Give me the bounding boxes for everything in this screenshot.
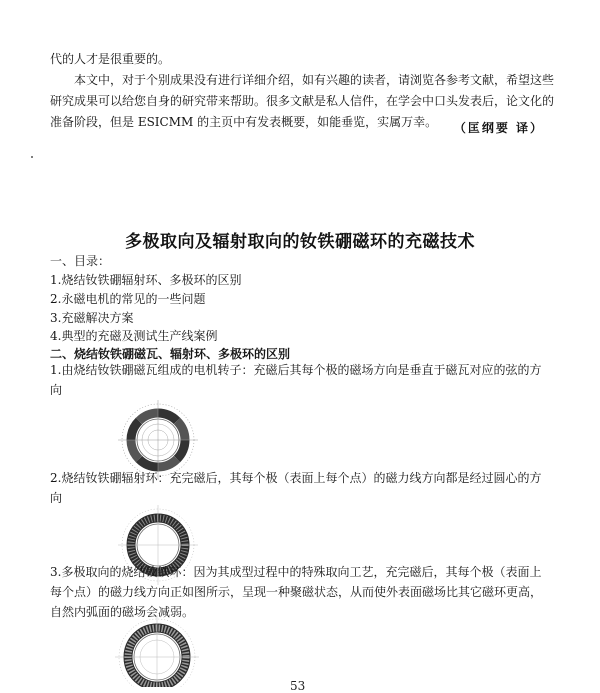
item-1-text: 1.由烧结钕铁硼磁瓦组成的电机转子：充磁后其每个极的磁场方向是垂直于磁瓦对应的弦的方向 [50, 363, 542, 397]
article-title: 多极取向及辐射取向的钕铁硼磁环的充磁技术 [125, 232, 475, 252]
toc-heading: 一、目录： [50, 254, 111, 268]
toc-item-3: 3.充磁解决方案 [50, 311, 134, 325]
page-number: 53 [290, 679, 306, 693]
toc-item-2: 2.永磁电机的常见的一些问题 [50, 292, 206, 306]
section-2-heading: 二、烧结钕铁硼磁瓦、辐射环、多极环的区别 [50, 347, 291, 361]
translator-credit: （匡纲要 译） [453, 121, 544, 135]
intro-paragraph: 本文中，对于个别成果没有进行详细介绍，如有兴趣的读者，请浏览各参考文献，希望这些研究成果可以给您自身的研究带来帮助。很多文献是私人信件，在学会中口头发表后，论文化的准备阶段，但是 ESICMM 的主页中有发表概要，如能垂览，实属万幸。 [50, 73, 555, 129]
speck [31, 156, 33, 158]
figure-multipole-ring [115, 615, 199, 687]
intro-line-1: 代的人才是很重要的。 [50, 52, 171, 66]
toc-item-4: 4.典型的充磁及测试生产线案例 [50, 329, 218, 343]
toc-item-1: 1.烧结钕铁硼辐射环、多极环的区别 [50, 273, 242, 287]
item-2-text: 2.烧结钕铁硼辐射环：充完磁后，其每个极（表面上每个点）的磁力线方向都是经过圆心的方向 [50, 471, 542, 505]
item-3-text: 3.多极取向的烧结钕铁环：因为其成型过程中的特殊取向工艺，充完磁后，其每个极（表面上每个点）的磁力线方向正如图所示，呈现一种聚磁状态，从而使外表面磁场比其它磁环更高，自然内弧面的磁场会减弱。 [50, 565, 543, 619]
